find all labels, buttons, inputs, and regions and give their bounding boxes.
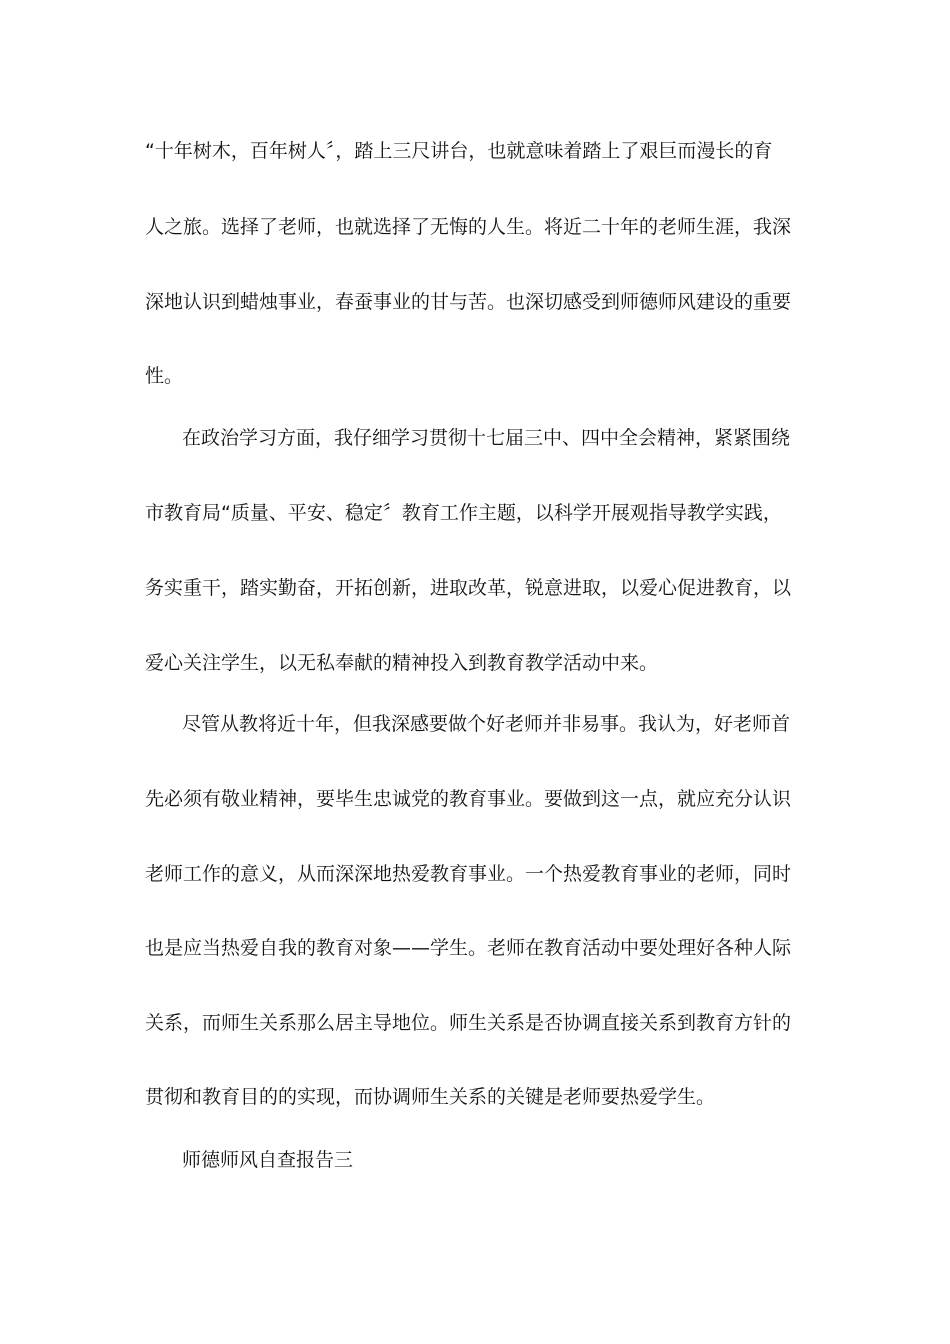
paragraph-line: 老师工作的意义，从而深深地热爱教育事业。一个热爱教育事业的老师，同时	[145, 863, 792, 885]
paragraph-line: 关系，而师生关系那么居主导地位。师生关系是否协调直接关系到教育方针的	[145, 1012, 792, 1034]
paragraph-line: “十年树木，百年树人〞，踏上三尺讲台，也就意味着踏上了艰巨而漫长的育	[145, 140, 773, 162]
paragraph-line: 也是应当热爱自我的教育对象——学生。老师在教育活动中要处理好各种人际	[145, 937, 792, 959]
section-heading: 师德师风自查报告三	[182, 1149, 354, 1171]
paragraph-line: 在政治学习方面，我仔细学习贯彻十七届三中、四中全会精神，紧紧围绕	[182, 427, 791, 449]
paragraph-line: 爱心关注学生，以无私奉献的精神投入到教育教学活动中来。	[145, 652, 659, 674]
paragraph-line: 务实重干，踏实勤奋，开拓创新，进取改革，锐意进取，以爱心促进教育，以	[145, 577, 792, 599]
paragraph-line: 先必须有敬业精神，要毕生忠诚党的教育事业。要做到这一点，就应充分认识	[145, 788, 792, 810]
paragraph-line: 尽管从教将近十年，但我深感要做个好老师并非易事。我认为，好老师首	[182, 713, 791, 735]
paragraph-line: 性。	[145, 365, 184, 387]
paragraph-line: 深地认识到蜡烛事业，春蚕事业的甘与苦。也深切感受到师德师风建设的重要	[145, 291, 792, 313]
paragraph-line: 市教育局“质量、平安、稳定〞教育工作主题，以科学开展观指导教学实践，	[145, 502, 782, 524]
paragraph-line: 贯彻和教育目的的实现，而协调师生关系的关键是老师要热爱学生。	[145, 1086, 716, 1108]
paragraph-line: 人之旅。选择了老师，也就选择了无悔的人生。将近二十年的老师生涯，我深	[145, 216, 792, 238]
